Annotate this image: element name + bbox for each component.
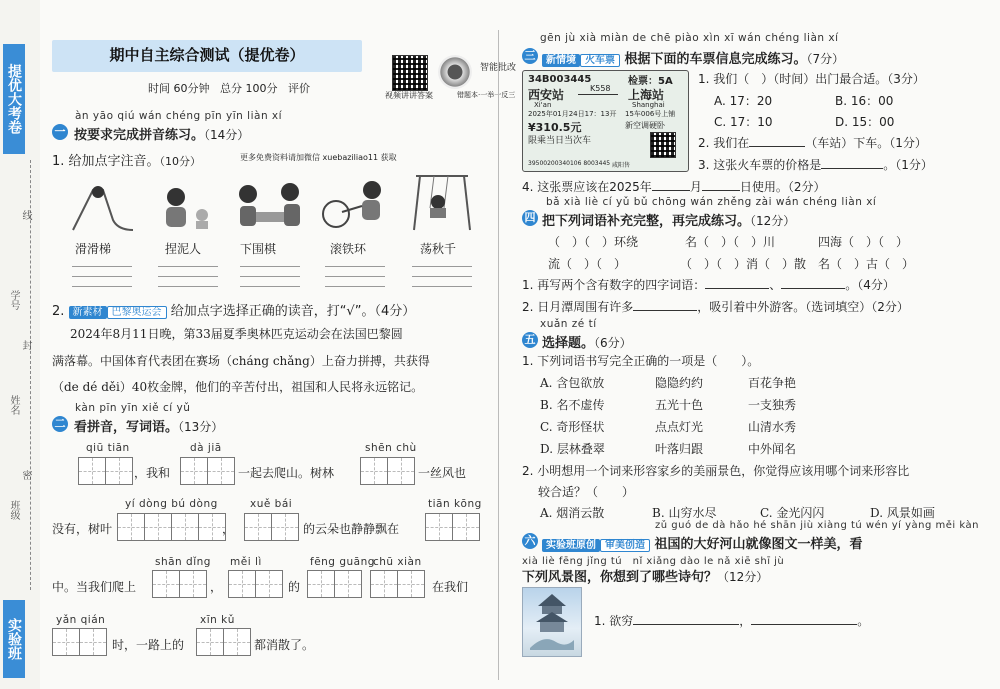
s3-number: 三 (522, 48, 538, 64)
s4-pinyin: bǎ xià liè cí yǔ bǔ chōng wán zhěng zài wán chéng liàn xí (546, 196, 877, 208)
word-hua-hua-ti: 滑滑梯 (75, 242, 112, 256)
answer-line[interactable] (412, 266, 472, 267)
py-yi-dong-bu-dong: yí dòng bú dòng (125, 498, 218, 510)
write-boxes-xin-ku[interactable] (196, 628, 250, 656)
page-title: 期中自主综合测试（提优卷） (109, 46, 305, 64)
poem-blank-2[interactable] (751, 612, 857, 625)
word-dang-qiu-qian: 荡秋千 (420, 242, 457, 256)
s3-pinyin: gēn jù xià miàn de chē piào xìn xī wán chéng liàn xí (540, 32, 839, 44)
brand-tab-top: 提优大考卷 (3, 44, 25, 154)
text-along-road: 时，一路上的 (112, 638, 185, 652)
py-tian-kong: tiān kōng (428, 498, 482, 510)
s5-q1-d-2: 叶落归跟 (655, 442, 704, 456)
answer-line[interactable] (158, 266, 218, 267)
py-xin-ku: xīn kǔ (200, 614, 235, 626)
cut-line-label-2: 封 (20, 340, 31, 350)
s3-q1-opt-b[interactable]: B. 16：00 (835, 94, 894, 108)
cut-line-label-1: 线 (20, 210, 31, 220)
answer-line[interactable] (325, 286, 385, 287)
s5-q2-opt-c[interactable]: C. 金光闪闪 (760, 506, 825, 520)
slide-illustration (68, 180, 138, 232)
s4-q2: 2. 日月潭周围有许多 ，吸引着中外游客。（选词填空）（2分） (522, 300, 909, 314)
answer-line[interactable] (240, 266, 300, 267)
go-game-illustration (232, 180, 308, 232)
text-wo-he: ，我和 (134, 466, 171, 480)
answer-line[interactable] (158, 286, 218, 287)
swing-illustration (412, 172, 472, 232)
s5-title: 选择题。（6分） (542, 336, 632, 351)
answer-line[interactable] (72, 286, 132, 287)
qr2-caption: 智能批改 (480, 63, 517, 73)
s4-row2-c[interactable]: 名（ ）古（ ） (818, 257, 915, 271)
answer-blank[interactable] (821, 156, 883, 169)
answer-line[interactable] (72, 276, 132, 277)
s2-pinyin: kàn pīn yīn xiě cí yǔ (75, 402, 191, 414)
s5-q1-a-1[interactable]: A. 含包欲放 (540, 376, 605, 390)
tower-icon (530, 592, 574, 650)
smart-grading-logo (438, 55, 472, 89)
write-boxes-shen-chu[interactable] (360, 457, 414, 485)
s1-title: 按要求完成拼音练习。（14分） (74, 128, 250, 143)
answer-blank[interactable] (702, 178, 740, 191)
answer-blank[interactable] (652, 178, 690, 191)
py-mei-li: měi lì (230, 556, 262, 568)
py-qiu-tian: qiū tiān (86, 442, 130, 454)
write-boxes-da-jia[interactable] (180, 457, 234, 485)
s4-row1-a[interactable]: （ ）（ ）环绕 (548, 235, 639, 249)
s5-q1-b-1[interactable]: B. 名不虚传 (540, 398, 605, 412)
s6-q1: 1. 欲穷 ， 。 (594, 614, 870, 628)
ticket-qr-code (650, 132, 676, 158)
video-qr-code[interactable] (392, 55, 428, 91)
s5-q1: 1. 下列词语书写完全正确的一项是（ ）。 (522, 354, 760, 368)
s5-number: 五 (522, 332, 538, 348)
text-comma: ， (210, 580, 223, 594)
s4-number: 四 (522, 210, 538, 226)
ticket-to: 上海站 (628, 88, 665, 102)
text-leaves: 没有，树叶 (52, 522, 113, 536)
text-comma: ， (222, 522, 235, 536)
ticket-to-pinyin: Shanghai (632, 101, 665, 109)
py-xue-bai: xuě bái (250, 498, 293, 510)
s5-q1-a-3: 百花争艳 (748, 376, 797, 390)
answer-line[interactable] (325, 276, 385, 277)
s3-q2: 2. 我们在 （车站）下车。（1分） (698, 136, 927, 150)
ticket-train: K558 (590, 84, 611, 93)
ticket-serial: 39500200340106 8003445 (528, 160, 611, 167)
s5-q1-b-3: 一支独秀 (748, 398, 797, 412)
write-boxes-chu-xian[interactable] (370, 570, 424, 598)
s5-q1-c-2: 点点灯光 (655, 420, 704, 434)
s3-q1-opt-c[interactable]: C. 17：10 (714, 115, 773, 129)
answer-blank[interactable] (705, 276, 769, 289)
cut-line-label-3: 密 (20, 470, 31, 480)
ticket-price: ¥310.5元 (528, 121, 582, 134)
py-shan-ding: shān dǐng (155, 556, 211, 568)
write-boxes-yi-dong-bu-dong[interactable] (117, 513, 225, 541)
s3-q4: 4. 这张票应该在2025年 月 日使用。（2分） (522, 180, 826, 194)
s5-q2-opt-b[interactable]: B. 山穷水尽 (652, 506, 717, 520)
s5-q2-line1: 2. 小明想用一个词来形容家乡的美丽景色，你觉得应该用哪个词来形容比 (522, 464, 910, 478)
hoop-rolling-illustration (320, 178, 390, 232)
student-no-label: 学号 (8, 290, 19, 310)
s3-title: 新情境 火车票 根据下面的车票信息完成练习。（7分） (542, 48, 844, 67)
ticket-check: 检票：5A (628, 76, 673, 87)
train-ticket-tag: 火车票 (580, 54, 620, 67)
name-label: 姓名 (8, 395, 19, 415)
answer-line[interactable] (240, 276, 300, 277)
s6-pinyin2: xià liè fēng jǐng tú nǐ xiǎng dào le nǎ xiē shī jù (522, 556, 785, 567)
qr2-sub: 错题本·一举一反三 (457, 91, 516, 99)
word-gun-tie-huan: 滚铁环 (330, 242, 367, 256)
s5-q2-line2: 较合适？（ ） (538, 485, 635, 499)
word-nie-ni-ren: 捏泥人 (165, 242, 202, 256)
new-context-tag: 新情境 (542, 54, 580, 67)
s3-q1-opt-d[interactable]: D. 15：00 (835, 115, 895, 129)
cut-line (30, 160, 31, 590)
s1-number: 一 (52, 124, 68, 140)
paris-olympics-tag: 巴黎奥运会 (107, 306, 167, 319)
s1-pinyin: àn yāo qiú wán chéng pīn yīn liàn xí (75, 110, 283, 122)
s6-number: 六 (522, 533, 538, 549)
text-climb: 一起去爬山。树林 (238, 466, 335, 480)
exam-meta: 时间 60分钟 总分 100分 评价 (148, 82, 310, 95)
answer-line[interactable] (412, 276, 472, 277)
text-clouds: 的云朵也静静飘在 (303, 522, 400, 536)
answer-line[interactable] (158, 276, 218, 277)
ticket-station: 咸阳售 (612, 162, 631, 169)
s5-q2-opt-d[interactable]: D. 风景如画 (870, 506, 935, 520)
s2-title: 看拼音，写词语。（13分） (74, 420, 224, 435)
py-da-jia: dà jiā (190, 442, 222, 454)
brand-tab-bottom: 实验班 (3, 600, 25, 678)
answer-blank[interactable] (781, 276, 845, 289)
s1-q2-line1: 2024年8月11日晚，第33届夏季奥林匹克运动会在法国巴黎圆 (70, 327, 403, 341)
answer-blank[interactable] (749, 134, 805, 147)
s5-q2-opt-a[interactable]: A. 烟消云散 (540, 506, 605, 520)
s6-title2: 下列风景图，你想到了哪些诗句？（12分） (522, 570, 769, 585)
answer-blank[interactable] (633, 298, 697, 311)
s1-q2-line3: （de dé děi）40枚金牌，他们的辛苦付出，祖国和人民将永远铭记。 (52, 380, 424, 394)
s5-q1-a-2: 隐隐约约 (655, 376, 704, 390)
s3-q1: 1. 我们（ ）（时间）出门最合适。（3分） (698, 72, 925, 86)
s4-q1: 1. 再写两个含有数字的四字词语： 、 。（4分） (522, 278, 895, 292)
class-label: 班级 (8, 500, 19, 520)
s4-row2-b[interactable]: （ ）（ ）消（ ）散 (680, 257, 807, 271)
s5-pinyin: xuǎn zé tí (540, 318, 597, 330)
write-boxes-shan-ding[interactable] (152, 570, 206, 598)
qr1-caption: 视频讲讲答案 (385, 91, 433, 100)
s5-q1-c-3: 山清水秀 (748, 420, 797, 434)
answer-line[interactable] (412, 286, 472, 287)
s1-q1: 1. 给加点字注音。（10分） (52, 154, 202, 169)
s3-q1-opt-a[interactable]: A. 17：20 (714, 94, 773, 108)
py-shen-chu: shēn chù (365, 442, 417, 454)
answer-line[interactable] (72, 266, 132, 267)
s4-row1-b[interactable]: 名（ ）（ ）川 (685, 235, 776, 249)
ticket-code: 34B003445 (528, 74, 592, 85)
ticket-note: 限乘当日当次车 (528, 136, 592, 146)
s1-q2: 2. 新素材 巴黎奥运会 给加点字选择正确的读音，打“√”。（4分） (52, 304, 416, 319)
promo-note: 更多免费资料请加微信 xuebaziliao11 获取 (240, 153, 397, 162)
clay-figure-illustration (158, 185, 218, 233)
s5-q1-d-1[interactable]: D. 层林叠翠 (540, 442, 605, 456)
write-boxes-qiu-tian[interactable] (78, 457, 132, 485)
py-chu-xian: chū xiàn (373, 556, 422, 568)
s5-q1-c-1[interactable]: C. 奇形怪状 (540, 420, 605, 434)
py-yan-qian: yǎn qián (56, 614, 106, 626)
write-boxes-yan-qian[interactable] (52, 628, 106, 656)
column-divider (498, 30, 499, 680)
s4-row2-a[interactable]: 流（ ）（ ） (548, 257, 627, 271)
s2-number: 二 (52, 416, 68, 432)
s1-q2-line2: 满落幕。中国体育代表团在赛场（cháng chǎng）上奋力拼搏，共获得 (52, 354, 430, 368)
lab-class-original-tag: 实验班原创 (542, 539, 600, 552)
text-de: 的 (288, 580, 301, 594)
ticket-arrow (578, 94, 618, 95)
text-climb-up: 中。当我们爬上 (52, 580, 137, 594)
word-xia-wei-qi: 下围棋 (240, 242, 277, 256)
s4-row1-c[interactable]: 四海（ ）（ ） (818, 235, 909, 249)
ticket-seat-type: 新空调硬卧 (625, 121, 665, 130)
answer-line[interactable] (240, 286, 300, 287)
text-vanished: 都消散了。 (254, 638, 315, 652)
aesthetic-creation-tag: 审美创造 (600, 539, 650, 552)
text-wind: 一丝风也 (418, 466, 467, 480)
new-material-tag: 新素材 (69, 306, 107, 319)
write-boxes-tian-kong[interactable] (425, 513, 479, 541)
ticket-from-pinyin: Xi'an (534, 101, 552, 109)
answer-line[interactable] (325, 266, 385, 267)
ticket-from: 西安站 (528, 88, 565, 102)
s5-q1-d-3: 中外闻名 (748, 442, 797, 456)
poem-blank-1[interactable] (633, 612, 739, 625)
ticket-seat: 15车006号上铺 (625, 110, 676, 118)
s4-title: 把下列词语补充完整，再完成练习。（12分） (542, 214, 796, 229)
s6-title1: 实验班原创 审美创造 祖国的大好河山就像图文一样美，看 (542, 533, 863, 552)
write-boxes-xue-bai[interactable] (244, 513, 298, 541)
write-boxes-feng-guang[interactable] (307, 570, 361, 598)
s6-pinyin1: zǔ guó de dà hǎo hé shān jiù xiàng tú wén yí yàng měi kàn (655, 520, 979, 531)
s5-q1-b-2: 五光十色 (655, 398, 704, 412)
text-in-our: 在我们 (432, 580, 469, 594)
py-feng-guang: fēng guāng (310, 556, 375, 568)
write-boxes-mei-li[interactable] (228, 570, 282, 598)
s3-q3: 3. 这张火车票的价格是 。（1分） (698, 158, 933, 172)
ticket-datetime: 2025年01月24日17：13开 (528, 110, 617, 118)
